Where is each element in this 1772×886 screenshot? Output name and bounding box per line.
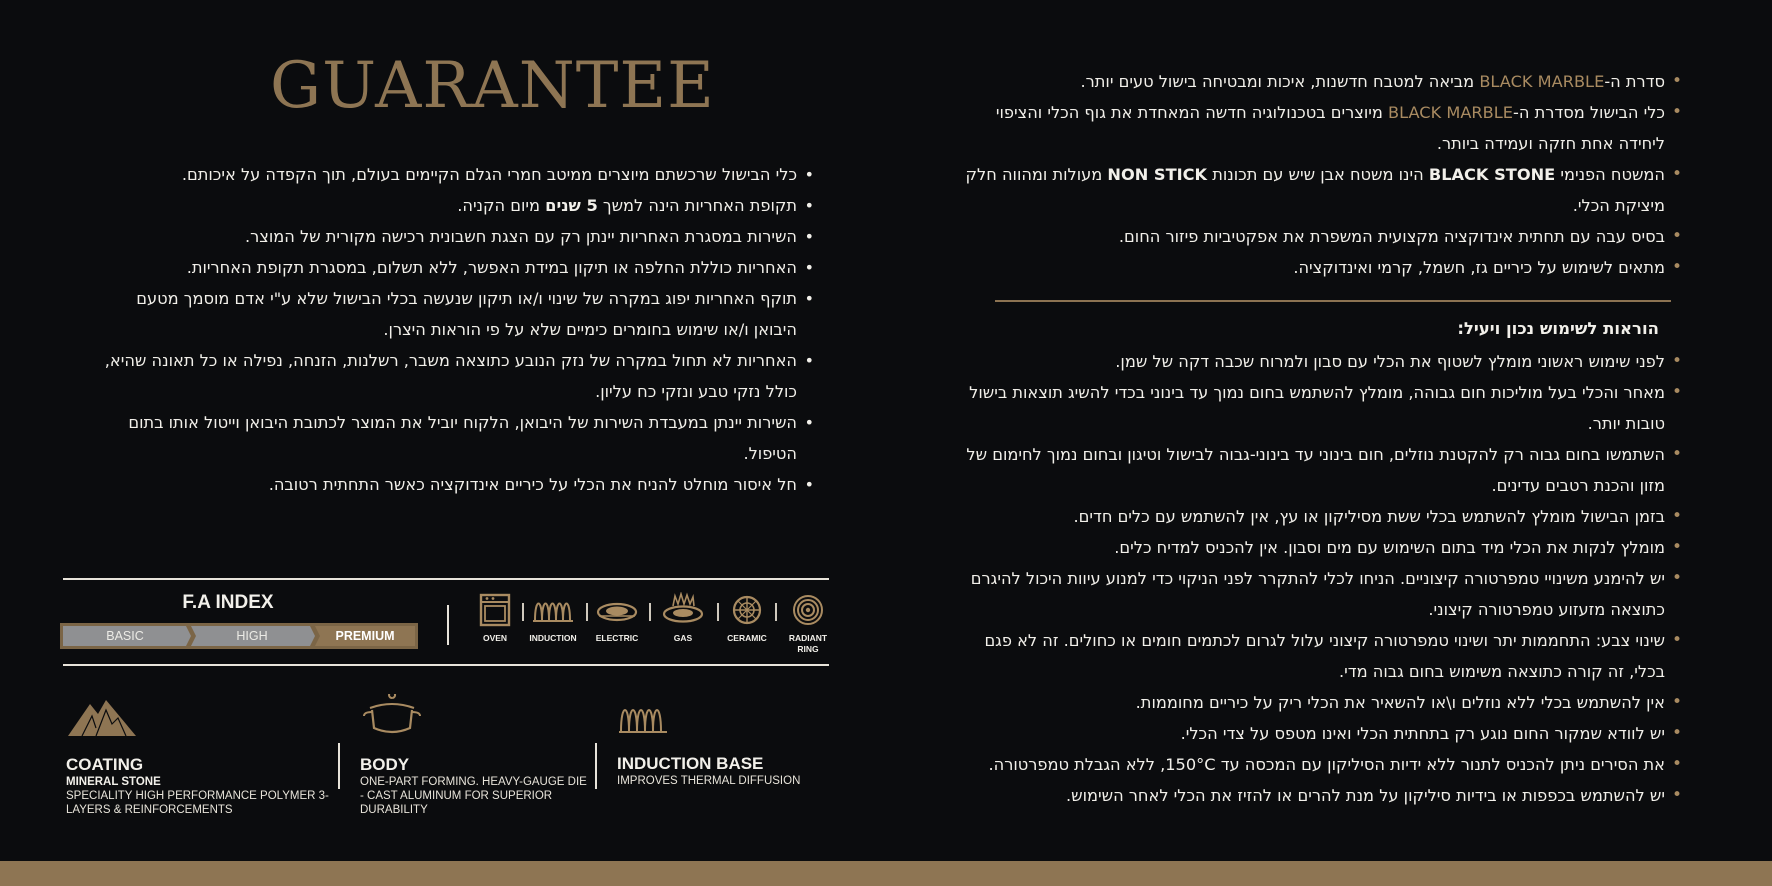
fa-index-title: F.A INDEX (182, 592, 274, 613)
list-item-text: מעולות ומהווה חלק מיציקת הכלי. (965, 165, 1665, 215)
list-item-text: הינו משטח אבן שיש עם תכונות (1207, 165, 1429, 184)
guarantee-list (94, 159, 814, 500)
fa-index-scale (60, 623, 418, 649)
list-item-text: את הסירים ניתן להכניס לתנור ללא ידיות הסיליקון עם המכסה עד 150°C, ללא הגבלת טמפרטורה. (988, 755, 1665, 774)
list-item (962, 252, 1682, 283)
features-list (962, 66, 1682, 283)
list-item (962, 97, 1682, 159)
brand-name: BLACK MARBLE (1388, 103, 1514, 122)
list-item-text: כלי הבישול מסדרת ה- (1513, 103, 1665, 122)
cooktop-label: INDUCTION (529, 633, 577, 643)
footer-band (0, 861, 1772, 886)
list-item (94, 407, 814, 469)
list-item (962, 501, 1682, 532)
list-item (962, 66, 1682, 97)
surface-name: BLACK STONE (1428, 165, 1556, 184)
feature-title: COATING (66, 755, 144, 774)
cooktop-gas (651, 592, 715, 644)
feature-separator (338, 743, 340, 789)
feature-coating (66, 698, 336, 817)
list-item-text: השירות יינתן במעבדת השירות של היבואן, הלקוח יוביל את המוצר לכתובת היבואן וייטול אותו בתום הטיפול. (128, 413, 797, 463)
feature-description: SPECIALITY HIGH PERFORMANCE POLYMER 3-LAYERS & REINFORCEMENTS (66, 790, 329, 816)
list-item (962, 718, 1682, 749)
list-item-text: שינוי צבע: התחממות יתר ושינוי טמפרטורה קיצוני עלול לגרום לכתמים חומים או כחולים. זה לא פגם בכלי, זה קורה כתוצאה משימוש בחום גבוה מדי. (984, 631, 1665, 681)
pot-icon (360, 694, 424, 738)
list-item-text: מיוצרים בטכנולוגיה חדשה המאחדת את גוף הכלי והציפוי ליחידה אחת חזקה ועמידה ביותר. (995, 103, 1665, 153)
cooktop-label: CERAMIC (727, 633, 767, 643)
list-item (962, 377, 1682, 439)
feature-description: ONE-PART FORMING. HEAVY-GAUGE DIE - CAST ALUMINUM FOR SUPERIOR DURABILITY (360, 776, 587, 816)
list-item (94, 159, 814, 190)
list-item-text: בסיס עבה עם תחתית אינדוקציה מקצועית המשפרת את אפקטיביות פיזור החום. (1118, 227, 1665, 246)
electric-hob-icon (595, 592, 639, 628)
ceramic-hob-icon (729, 592, 765, 628)
list-item (962, 532, 1682, 563)
list-item (962, 221, 1682, 252)
usage-heading: הוראות לשימוש נכון ויעיל: (1457, 319, 1659, 338)
list-item (94, 345, 814, 407)
list-item-text: בזמן הבישול מומלץ להשתמש בכלי ששת מסיליקון או עץ, אין להשתמש עם כלים חדים. (1073, 507, 1665, 526)
section-divider (995, 300, 1671, 302)
list-item-text: כלי הבישול שרכשתם מיוצרים ממיטב חמרי הגלם הקיימים בעולם, תוך הקפדה על איכותם. (181, 165, 797, 184)
brand-name: BLACK MARBLE (1479, 72, 1605, 91)
list-item-text: יש להשתמש בכפפות או בידיות סיליקון על מנת להרים או להזיז את הכלי לאחר השימוש. (1065, 786, 1665, 805)
list-item-text: תקופת האחריות הינה למשך (597, 196, 797, 215)
list-item-text: אין להשתמש בכלי ללא נוזלים ו\או להשאיר את הכלי ריק על כיריים מחוממות. (1135, 693, 1665, 712)
list-item-text: מאחר והכלי בעל מוליכות חום גבוהה, מומלץ להשתמש בחום נמוך עד בינוני בכדי להשיג תוצאות בישול טובות יותר. (969, 383, 1665, 433)
list-item-text: יש לוודא שמקור החום נוגע רק בתחתית הכלי ואינו מטפס על צדי הכלי. (1180, 724, 1665, 743)
list-item-text: מביאה למטבח חדשנות, איכות ומבטיחה בישול טעים יותר. (1080, 72, 1480, 91)
list-item (94, 252, 814, 283)
list-item (94, 283, 814, 345)
list-item-text: תוקף האחריות יפוג במקרה של שינוי ו/או תיקון שנעשה בכלי הבישול שלא ע"י אדם מוסמך מטעם היבואן ו/או שימוש בחומרים כימיים שלא על פי הוראות היצרן. (136, 289, 797, 339)
mountain-icon (66, 698, 138, 738)
list-item-text: מתאים לשימוש על כיריים גז, חשמל, קרמי ואינדוקציה. (1293, 258, 1665, 277)
cooktop-induction (521, 592, 585, 644)
list-item-text: השירות במסגרת האחריות יינתן רק עם הצגת חשבונית רכישה מקורית של המוצר. (244, 227, 797, 246)
list-item-text: השתמשו בחום גבוה רק להקטנת נוזלים, חום בינוני עד בינוני-גבוה לבישול וטיגון ובחום נמוך לחימום של מזון והכנת רטבים עדינים. (966, 445, 1665, 495)
list-item (94, 469, 814, 500)
radiant-ring-icon (790, 592, 826, 628)
feature-separator (595, 743, 597, 789)
cooktop-label: OVEN (482, 633, 508, 643)
list-item-text: חל איסור מוחלט להניח את הכלי על כיריים אינדוקציה כאשר התחתית רטובה. (268, 475, 797, 494)
cooktop-electric (585, 592, 649, 644)
warranty-period: 5 שנים (545, 196, 598, 215)
list-item (962, 687, 1682, 718)
feature-title: INDUCTION BASE (617, 754, 764, 773)
list-item-text: מיום הקניה. (457, 196, 546, 215)
list-item (962, 563, 1682, 625)
list-item-text: האחריות לא תחול במקרה של נזק הנובע כתוצאה משבר, רשלנות, הזנחה, נפילה או כל תאונה שהיא, כולל נזקי טבע ונזקי כח עליון. (104, 351, 797, 401)
oven-icon (478, 592, 512, 628)
list-item (962, 749, 1682, 780)
cooktop-radiant-ring (775, 592, 841, 655)
feature-induction-base (617, 697, 837, 788)
list-item-text: יש להימנע משינויי טמפרטורה קיצוניים. הניחו לכלי להתקרר לפני הניקוי כדי למנוע עיוות היכול להיגרם כתוצאה מזעזוע טמפרטורה קיצוני. (970, 569, 1665, 619)
cooktop-oven (463, 592, 527, 644)
index-top-rule (63, 578, 829, 580)
cooktop-label: RADIANT RING (788, 633, 828, 654)
index-separator (447, 605, 449, 645)
feature-body (360, 694, 590, 817)
feature-description: IMPROVES THERMAL DIFFUSION (617, 775, 801, 787)
list-item (94, 190, 814, 221)
page-title: GUARANTEE (270, 49, 715, 123)
fa-level-basic: BASIC (106, 629, 144, 643)
list-item-text: המשטח הפנימי (1555, 165, 1665, 184)
induction-coil-icon (617, 697, 669, 737)
fa-level-premium: PREMIUM (335, 629, 395, 643)
cooktop-label: GAS (673, 633, 693, 643)
list-item (962, 159, 1682, 221)
list-item-text: האחריות כוללת החלפה או תיקון במידת האפשר, ללא תשלום, במסגרת תקופת האחריות. (186, 258, 797, 277)
induction-coil-icon (531, 592, 575, 628)
cooktop-label: ELECTRIC (595, 633, 639, 643)
list-item-text: מומלץ לנקות את הכלי מיד בתום השימוש עם מים וסבון. אין להכניס למדיח כלים. (1114, 538, 1665, 557)
fa-level-high: HIGH (236, 629, 268, 643)
list-item (94, 221, 814, 252)
list-item-text: לפני שימוש ראשוני מומלץ לשטוף את הכלי עם סבון ולמרוח שכבה דקה של שמן. (1115, 352, 1665, 371)
non-stick-label: NON STICK (1107, 165, 1208, 184)
cooktop-ceramic (715, 592, 779, 644)
list-item (962, 346, 1682, 377)
index-bottom-rule (63, 664, 829, 666)
list-item (962, 625, 1682, 687)
gas-burner-icon (661, 592, 705, 628)
feature-subtitle: MINERAL STONE (66, 776, 161, 788)
list-item (962, 439, 1682, 501)
feature-title: BODY (360, 755, 410, 774)
usage-list (962, 346, 1682, 811)
list-item-text: סדרת ה- (1604, 72, 1665, 91)
list-item (962, 780, 1682, 811)
